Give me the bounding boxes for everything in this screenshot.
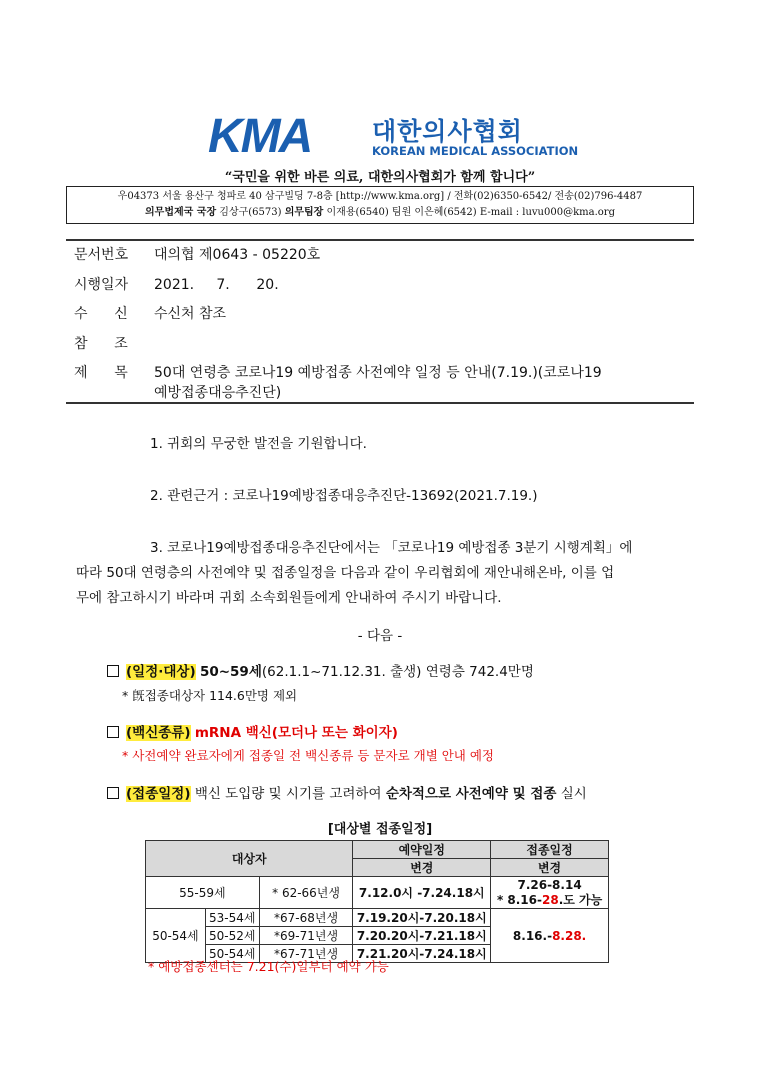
reference: 참 조 <box>74 336 128 352</box>
item-1-note: * 旣접종대상자 114.6만명 제외 <box>122 688 298 703</box>
logo-text: KMA <box>208 112 312 158</box>
header-target: 대상자 <box>146 841 353 877</box>
subject-rule <box>66 402 694 404</box>
kma-logo <box>208 112 579 158</box>
cell-age: 50-54세 <box>205 945 259 963</box>
checkbox-icon <box>107 726 119 738</box>
contact-line-1: 우04373 서울 용산구 청파로 40 삼구빌딩 7-8층 [http://www.kma.org] / 전화(02)6350-6542/ 전송(02)796-4487 <box>117 191 643 202</box>
next-heading: - 다음 - <box>357 628 403 644</box>
cell-birth: *67-71년생 <box>259 945 353 963</box>
contact-info-box <box>66 186 694 224</box>
doc-number: 문서번호 대의협 제0643 - 05220호 <box>74 247 321 263</box>
org-name-kr: 대한의사협회 <box>372 117 523 146</box>
table-footnote: * 예방접종센터는 7.21(수)일부터 예약 가능 <box>148 959 389 974</box>
paragraph-3-line-1: 3. 코로나19예방접종대응추진단에서는 「코로나19 예방접종 3분기 시행계획」에 <box>150 540 633 556</box>
header-change-reserve: 변경 <box>353 859 491 877</box>
cell-age: 53-54세 <box>205 909 259 927</box>
table-caption: [대상별 접종일정] <box>327 822 433 837</box>
subject: 제 목 50대 연령층 코로나19 예방접종 사전예약 일정 등 안내(7.19.)(코로나19 <box>74 365 602 381</box>
header-change-vacc: 변경 <box>491 859 609 877</box>
cell-group-55-59: 55-59세 <box>146 877 260 909</box>
cell-group-50-54: 50-54세 <box>146 909 206 963</box>
paragraph-3-line-2: 따라 50대 연령층의 사전예약 및 접종일정을 다음과 같이 우리협회에 재안내해온바, 이를 업 <box>76 565 615 581</box>
item-2-note: * 사전예약 완료자에게 접종일 전 백신종류 등 문자로 개별 안내 예정 <box>122 748 495 763</box>
header-reserve: 예약일정 <box>353 841 491 859</box>
table-row <box>146 877 609 909</box>
item-schedule-target: (일정·대상) 50~59세(62.1.1~71.12.31. 출생) 연령층 742.4만명 <box>107 660 534 680</box>
cell-birth: *67-68년생 <box>259 909 353 927</box>
cell-vacc-group-2: 8.16.-8.28. <box>491 909 609 963</box>
slogan: “국민을 위한 바른 의료, 대한의사협회가 함께 합니다” <box>224 170 536 185</box>
table-row <box>146 841 609 859</box>
issue-date: 시행일자 2021. 7. 20. <box>74 277 279 293</box>
cell-birth: * 62-66년생 <box>259 877 353 909</box>
top-rule <box>66 239 694 241</box>
cell-reserve: 7.20.20시-7.21.18시 <box>353 927 491 945</box>
header-vacc: 접종일정 <box>491 841 609 859</box>
contact-line-2: 의무법제국 국장 김상구(6573) 의무팀장 이재용(6540) 팀원 이은혜(6542) E-mail : luvu000@kma.org <box>145 207 615 218</box>
org-name-en: KOREAN MEDICAL ASSOCIATION <box>372 144 579 158</box>
paragraph-1: 1. 귀회의 무궁한 발전을 기원합니다. <box>150 436 367 452</box>
checkbox-icon <box>107 787 119 799</box>
cell-vacc: 7.26-8.14 * 8.16-28.도 가능 <box>491 877 609 909</box>
paragraph-3-line-3: 무에 참고하시기 바라며 귀회 소속회원들에게 안내하여 주시기 바랍니다. <box>76 590 502 606</box>
cell-birth: *69-71년생 <box>259 927 353 945</box>
paragraph-2: 2. 관련근거 : 코로나19예방접종대응추진단-13692(2021.7.19.) <box>150 488 538 504</box>
table-row <box>146 909 609 927</box>
item-vaccination-schedule: (접종일정) 백신 도입량 및 시기를 고려하여 순차적으로 사전예약 및 접종 실시 <box>107 782 587 802</box>
cell-age: 50-52세 <box>205 927 259 945</box>
cell-reserve: 7.19.20시-7.20.18시 <box>353 909 491 927</box>
checkbox-icon <box>107 665 119 677</box>
item-vaccine-type: (백신종류) mRNA 백신(모더나 또는 화이자) <box>107 721 398 741</box>
subject-line-2: 예방접종대응추진단) <box>154 385 282 401</box>
recipient: 수 신 수신처 참조 <box>74 306 227 322</box>
cell-reserve: 7.21.20시-7.24.18시 <box>353 945 491 963</box>
schedule-table <box>145 840 609 963</box>
cell-reserve: 7.12.0시 -7.24.18시 <box>353 877 491 909</box>
